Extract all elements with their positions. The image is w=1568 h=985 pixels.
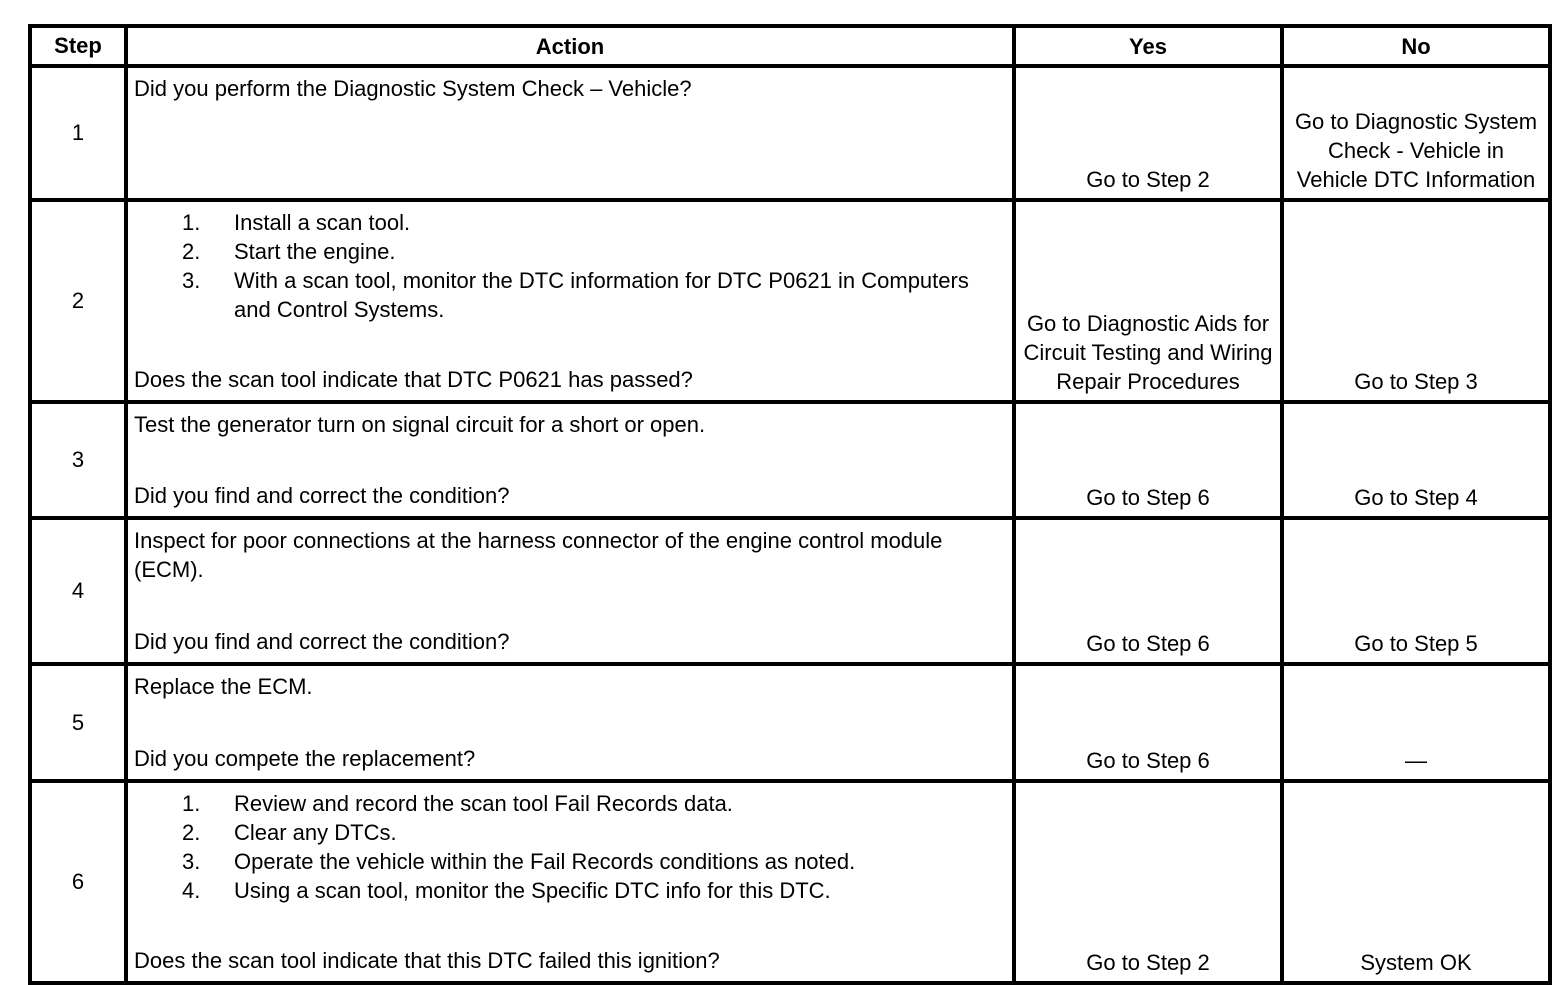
action-instructions (134, 672, 1006, 701)
header-yes: Yes (1014, 26, 1282, 66)
action-cell (126, 200, 1014, 402)
action-cell (126, 402, 1014, 518)
list-item-number: 2. (182, 239, 201, 264)
list-item (182, 266, 1006, 324)
list-item-number: 3. (182, 849, 201, 874)
list-item-text: Operate the vehicle within the Fail Records conditions as noted. (234, 849, 856, 874)
action-intro: Replace the ECM. (134, 674, 313, 699)
list-item (182, 876, 1006, 905)
step-number: 6 (30, 781, 126, 983)
list-item (182, 818, 1006, 847)
list-item (182, 208, 1006, 237)
action-cell (126, 664, 1014, 781)
list-item-number: 2. (182, 820, 201, 845)
table-row (30, 781, 1550, 983)
action-question: Did you compete the replacement? (134, 746, 476, 771)
list-item-text: Start the engine. (234, 239, 396, 264)
action-content (134, 526, 1006, 656)
yes-result: Go to Step 2 (1014, 781, 1282, 983)
diagnostic-table (28, 24, 1552, 985)
header-action: Action (126, 26, 1014, 66)
table-row (30, 200, 1550, 402)
action-question: Does the scan tool indicate that DTC P0621 has passed? (134, 367, 693, 392)
table-row (30, 518, 1550, 664)
header-no: No (1282, 26, 1550, 66)
step-number: 4 (30, 518, 126, 664)
yes-result: Go to Step 2 (1014, 66, 1282, 200)
action-intro: Inspect for poor connections at the harness connector of the engine control module (ECM). (134, 528, 943, 582)
list-item-number: 4. (182, 878, 201, 903)
action-instructions (134, 526, 1006, 584)
table-row (30, 402, 1550, 518)
action-steps-list (134, 208, 1006, 324)
yes-result: Go to Step 6 (1014, 664, 1282, 781)
list-item-number: 1. (182, 791, 201, 816)
action-instructions (134, 410, 1006, 439)
step-number: 2 (30, 200, 126, 402)
no-result: Go to Step 4 (1282, 402, 1550, 518)
no-result: Go to Diagnostic System Check - Vehicle in Vehicle DTC Information (1282, 66, 1550, 200)
list-item (182, 237, 1006, 266)
action-question: Did you find and correct the condition? (134, 483, 510, 508)
action-content (134, 410, 1006, 510)
list-item-text: With a scan tool, monitor the DTC information for DTC P0621 in Computers and Control Systems. (234, 268, 969, 322)
no-result: — (1282, 664, 1550, 781)
action-instructions (134, 208, 1006, 324)
no-result: Go to Step 5 (1282, 518, 1550, 664)
list-item (182, 847, 1006, 876)
action-cell (126, 66, 1014, 200)
table-row (30, 66, 1550, 200)
step-number: 1 (30, 66, 126, 200)
list-item-text: Install a scan tool. (234, 210, 411, 235)
action-content (134, 672, 1006, 773)
list-item (182, 789, 1006, 818)
yes-result: Go to Diagnostic Aids for Circuit Testing and Wiring Repair Procedures (1014, 200, 1282, 402)
action-intro: Did you perform the Diagnostic System Check – Vehicle? (134, 76, 692, 101)
action-content (134, 74, 1006, 192)
list-item-text: Using a scan tool, monitor the Specific DTC info for this DTC. (234, 878, 831, 903)
step-number: 5 (30, 664, 126, 781)
yes-result: Go to Step 6 (1014, 402, 1282, 518)
action-instructions (134, 789, 1006, 905)
action-intro: Test the generator turn on signal circuit for a short or open. (134, 412, 706, 437)
header-row (30, 26, 1550, 66)
action-content (134, 208, 1006, 394)
action-instructions (134, 74, 1006, 103)
header-step: Step (30, 26, 126, 66)
list-item-text: Review and record the scan tool Fail Records data. (234, 791, 733, 816)
list-item-number: 1. (182, 210, 201, 235)
action-cell (126, 518, 1014, 664)
table-row (30, 664, 1550, 781)
list-item-number: 3. (182, 268, 201, 293)
yes-result: Go to Step 6 (1014, 518, 1282, 664)
no-result: System OK (1282, 781, 1550, 983)
action-steps-list (134, 789, 1006, 905)
action-question: Did you find and correct the condition? (134, 629, 510, 654)
no-result: Go to Step 3 (1282, 200, 1550, 402)
list-item-text: Clear any DTCs. (234, 820, 397, 845)
action-cell (126, 781, 1014, 983)
action-question: Does the scan tool indicate that this DTC failed this ignition? (134, 948, 720, 973)
action-content (134, 789, 1006, 975)
step-number: 3 (30, 402, 126, 518)
